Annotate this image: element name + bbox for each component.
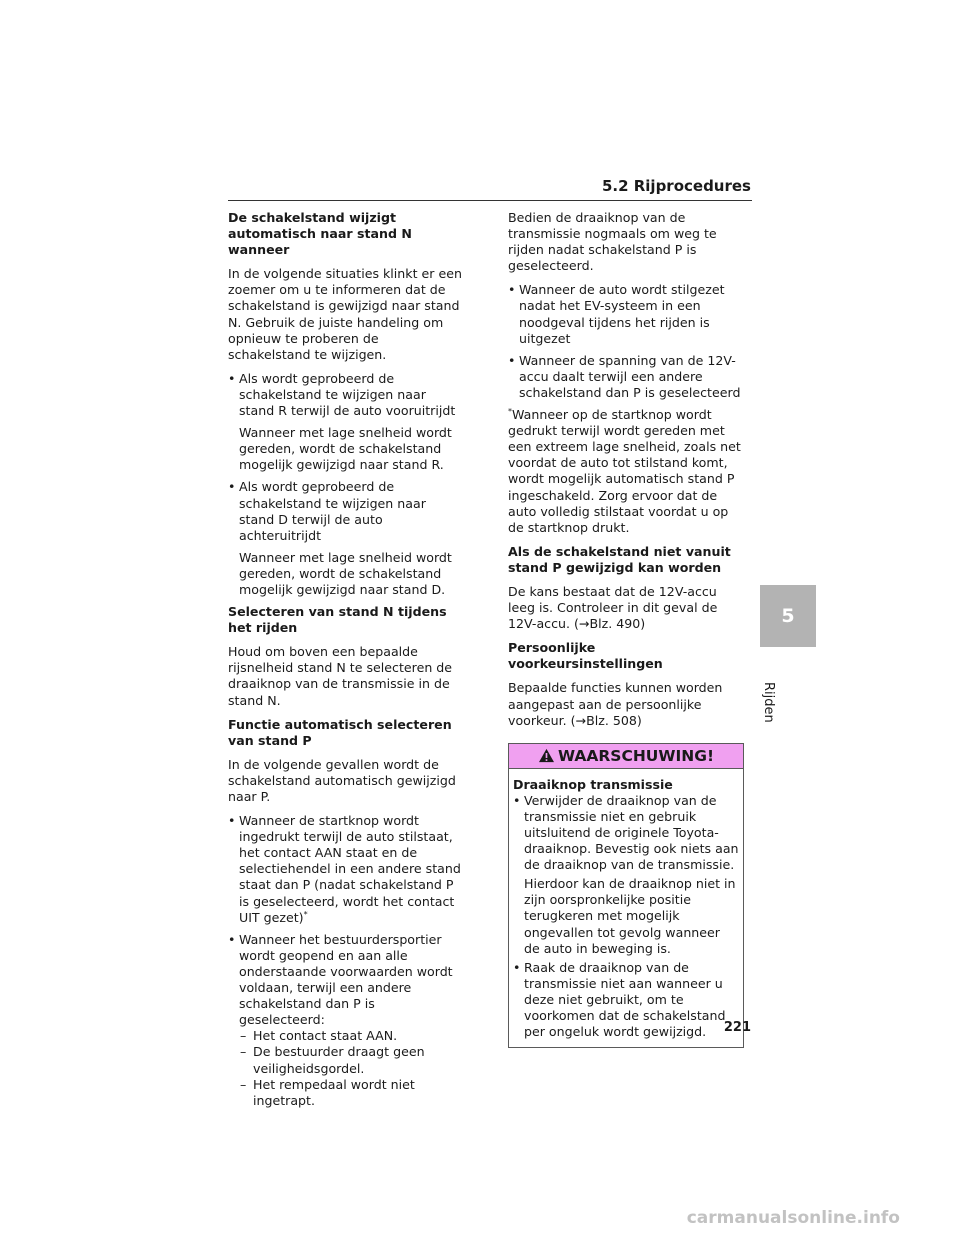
paragraph: De kans bestaat dat de 12V-accu leeg is. Controleer in dit geval de 12V-accu. (→Blz. 490) <box>508 583 718 632</box>
paragraph: Bedien de draaiknop van de transmissie nogmaals om weg te rijden nadat schakelstand P is geselecteerd. <box>508 210 717 274</box>
bullet-subtext: Wanneer met lage snelheid wordt gereden, wordt de schakelstand mogelijk gewijzigd naar stand D. <box>239 549 452 597</box>
heading-not-from-p: Als de schakelstand niet vanuit stand P gewijzigd kan worden <box>508 543 731 575</box>
paragraph: Houd om boven een bepaalde rijsnelheid stand N te selecteren de draaiknop van de transmissie in de stand N. <box>228 644 453 708</box>
paragraph: In de volgende gevallen wordt de schakelstand automatisch gewijzigd naar P. <box>228 756 456 804</box>
warning-title: WAARSCHUWING! <box>557 746 715 765</box>
heading-n-automatic: De schakelstand wijzigt automatisch naar stand N wanneer <box>228 210 412 258</box>
warning-box <box>508 743 744 1049</box>
section-title: 5.2 Rijprocedures <box>601 177 751 195</box>
watermark: carmanualsonline.info <box>686 1208 900 1228</box>
bullet-subtext: Wanneer met lage snelheid wordt gereden, wordt de schakelstand mogelijk gewijzigd naar stand R. <box>239 425 452 473</box>
heading-preferences: Persoonlijke voorkeursinstellingen <box>508 640 663 672</box>
paragraph: In de volgende situaties klinkt er een zoemer om u te informeren dat de schakelstand is gewijzigd naar stand N. Gebruik de juiste handeling om opnieuw te proberen de schakelstand te wijzigen. <box>228 266 462 362</box>
header-rule <box>228 200 752 201</box>
bullet-item: • Wanneer het bestuurdersportier wordt geopend en aan alle onderstaande voorwaarden wordt voldaan, terwijl een andere schakelstand dan P is geselecteerd: <box>228 931 453 1028</box>
warning-heading: Draaiknop transmissie <box>513 776 673 792</box>
bullet-item: • Wanneer de auto wordt stilgezet nadat het EV-systeem in een noodgeval tijdens het rijden is uitgezet <box>508 282 725 346</box>
chapter-tab: 5 <box>760 585 816 647</box>
heading-select-n: Selecteren van stand N tijdens het rijden <box>228 604 447 636</box>
warning-triangle-icon <box>538 748 555 763</box>
bullet-subtext: Hierdoor kan de draaiknop niet in zijn oorspronkelijke positie terugkeren met mogelijk ongevallen tot gevolg wanneer de auto in beweging is. <box>524 876 736 956</box>
paragraph: Bepaalde functies kunnen worden aangepast aan de persoonlijke voorkeur. (→Blz. 508) <box>508 680 723 728</box>
bullet-item: • Als wordt geprobeerd de schakelstand te wijzigen naar stand D terwijl de auto achteruitrijdt <box>228 479 426 543</box>
bullet-item: • Als wordt geprobeerd de schakelstand te wijzigen naar stand R terwijl de auto vooruitrijdt <box>228 370 456 419</box>
page-number: 221 <box>723 1020 751 1035</box>
right-column <box>508 210 744 1048</box>
footnote: *Wanneer op de startknop wordt gedrukt terwijl wordt gereden met een extreem lage snelheid, zoals net voordat de auto tot stilstand komt, wordt mogelijk automatisch stand P ingeschakeld. Zorg ervoor dat de auto volledig stilstaat voordat u op de startknop drukt. <box>508 406 741 535</box>
footnote-mark: * <box>303 909 308 919</box>
warning-body <box>509 769 743 1048</box>
bullet-item: • Verwijder de draaiknop van de transmissie niet en gebruik uitsluitend de originele Toyota-draaiknop. Bevestig ook niets aan de draaiknop van de transmissie. <box>513 792 739 873</box>
dash-item: – Het contact staat AAN. <box>240 1028 398 1044</box>
left-column <box>228 210 464 1109</box>
heading-auto-p: Functie automatisch selecteren van stand P <box>228 716 452 748</box>
dash-item: – De bestuurder draagt geen veiligheidsgordel. <box>240 1044 425 1076</box>
warning-header <box>509 744 743 769</box>
chapter-label: Rijden <box>761 682 776 723</box>
dash-item: – Het rempedaal wordt niet ingetrapt. <box>240 1076 415 1108</box>
bullet-item: • Raak de draaiknop van de transmissie niet aan wanneer u deze niet gebruikt, om te voorkomen dat de schakelstand per ongeluk wordt gewijzigd. <box>513 959 726 1040</box>
bullet-item: • Wanneer de startknop wordt ingedrukt terwijl de auto stilstaat, het contact AAN staat en de selectiehendel in een andere stand staat dan P (nadat schakelstand P is geselecteerd, wordt het contact UIT gezet)* <box>228 813 461 925</box>
bullet-item: • Wanneer de spanning van de 12V-accu daalt terwijl een andere schakelstand dan P is geselecteerd <box>508 352 741 400</box>
